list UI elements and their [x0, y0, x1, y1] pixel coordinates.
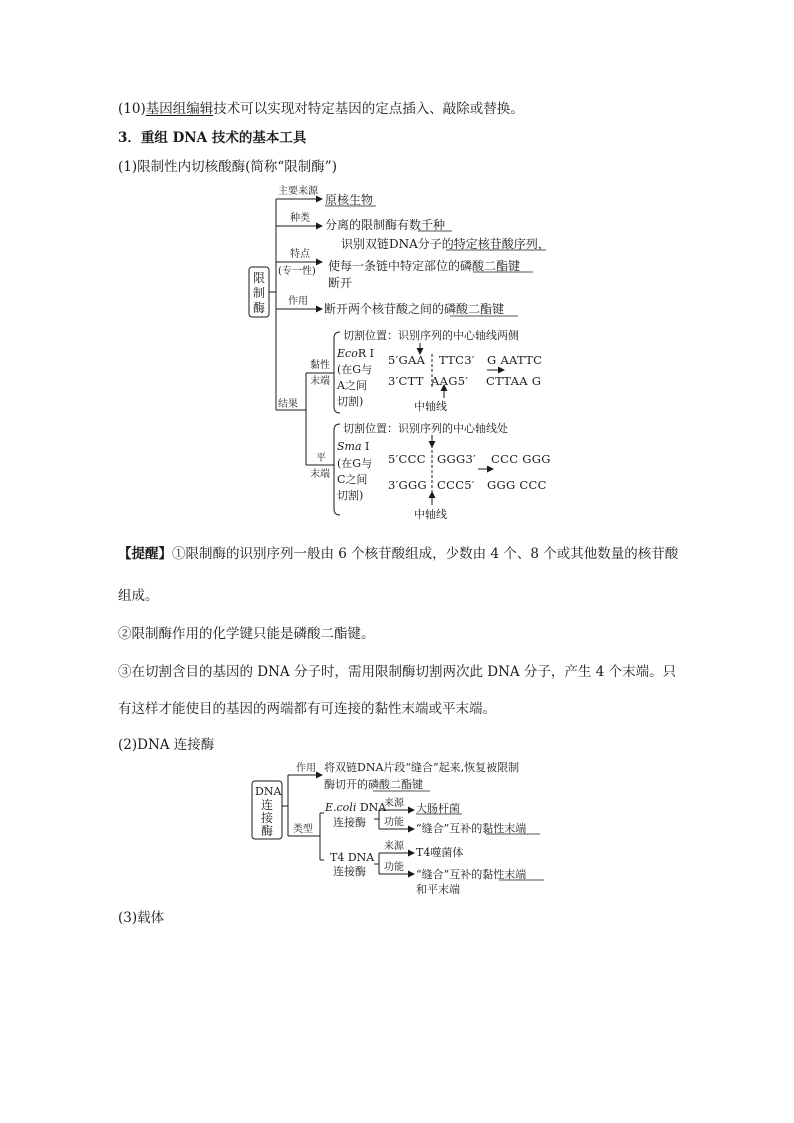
ligase-label-type: 类型: [293, 824, 313, 835]
feature-line-3: 断开: [328, 276, 353, 290]
ecoli-ligase-name: E.coli DNA: [325, 801, 387, 814]
ecoli-ligase-name-2: 连接酶: [333, 816, 366, 829]
ecoli-value-function: “缝合”互补的黏性末端: [416, 822, 527, 835]
label-blunt-2: 末端: [310, 469, 330, 480]
blunt-seq-bottom-left: 3′GGG: [388, 478, 427, 492]
ecoli-label-function: 功能: [384, 817, 404, 828]
sticky-product-bottom: CTTAA G: [486, 374, 542, 388]
blunt-product-bottom: GGG CCC: [487, 478, 547, 492]
reminder-line-3: ②限制酶作用的化学键只能是磷酸二酯键。: [118, 626, 375, 642]
axis-label-1: 中轴线: [414, 400, 447, 413]
sticky-note-2: A之间: [337, 379, 367, 392]
reminder-tag: 【提醒】: [118, 546, 172, 562]
section-heading-tools: 3．重组 DNA 技术的基本工具: [118, 130, 307, 146]
label-feature-sub: (专一性): [278, 266, 316, 277]
value-source: 原核生物: [325, 193, 374, 207]
blunt-note-2: C之间: [337, 473, 368, 486]
label-sticky-2: 末端: [310, 376, 330, 387]
blunt-note-3: 切割): [337, 489, 364, 502]
t4-value-function: “缝合”互补的黏性末端: [416, 868, 527, 881]
ligase-action-1: 将双链DNA片段“缝合”起来,恢复被限制: [324, 761, 520, 774]
label-action: 作用: [288, 296, 308, 307]
blunt-position: 切割位置：识别序列的中心轴线处: [343, 422, 508, 435]
subsection-dna-ligase: (2)DNA 连接酶: [118, 737, 215, 753]
sticky-seq-top-right: TTC3′: [439, 353, 475, 367]
blunt-product-top: CCC GGG: [491, 452, 551, 466]
label-sticky-1: 黏性: [310, 360, 330, 371]
label-blunt-1: 平: [316, 453, 326, 464]
value-kind: 分离的限制酶有数千种: [325, 218, 446, 232]
label-result: 结果: [278, 399, 298, 410]
value-action: 断开两个核苷酸之间的磷酸二酯键: [324, 302, 505, 316]
subsection-restriction-enzyme: (1)限制性内切核酸酶(简称“限制酶”): [118, 159, 337, 175]
label-source: 主要来源: [278, 186, 318, 197]
sticky-note-3: 切割): [337, 395, 364, 408]
root-char-2: 制: [253, 286, 266, 300]
blunt-note-1: (在G与: [337, 457, 373, 470]
subsection-vector: (3)载体: [118, 910, 165, 926]
blunt-seq-bottom-right: CCC5′: [437, 478, 475, 492]
ligase-root-3: 接: [261, 811, 274, 825]
label-feature: 特点: [290, 249, 310, 260]
t4-value-function-2: 和平末端: [416, 883, 460, 896]
reminder-line-4: ③在切割含目的基因的 DNA 分子时，需用限制酶切割两次此 DNA 分子，产生 4 个末端。只: [118, 664, 677, 680]
sticky-seq-top-left: 5′GAA: [388, 353, 426, 367]
ligase-label-action: 作用: [296, 763, 316, 774]
reminder-line-5: 有这样才能使目的基因的两端都有可连接的黏性末端或平末端。: [118, 701, 496, 717]
t4-ligase-name: T4 DNA: [330, 851, 375, 864]
ecoli-value-source: 大肠杆菌: [416, 802, 460, 815]
t4-label-function: 功能: [384, 862, 404, 873]
root-char-1: 限: [253, 271, 266, 285]
label-kind: 种类: [290, 213, 310, 224]
blunt-enzyme: Sma Ⅰ: [337, 440, 370, 453]
t4-ligase-name-2: 连接酶: [333, 865, 366, 878]
paragraph-gene-editing: (10)基因组编辑技术可以实现对特定基因的定点插入、敲除或替换。: [118, 101, 524, 117]
reminder-line-2: 组成。: [118, 588, 159, 604]
sticky-seq-bottom-left: 3′CTT: [388, 374, 424, 388]
sticky-position: 切割位置：识别序列的中心轴线两侧: [343, 329, 519, 342]
sticky-enzyme: EcoR Ⅰ: [337, 347, 374, 360]
ligase-action-2: 酶切开的磷酸二酯键: [324, 778, 423, 791]
ligase-root-4: 酶: [261, 824, 274, 838]
reminder-line-1: 【提醒】①限制酶的识别序列一般由 6 个核苷酸组成，少数由 4 个、8 个或其他数量的核苷酸: [118, 546, 679, 562]
blunt-seq-top-left: 5′CCC: [388, 452, 426, 466]
feature-line-2: 使每一条链中特定部位的磷酸二酯键: [328, 259, 521, 273]
blunt-seq-top-right: GGG3′: [437, 452, 476, 466]
root-char-3: 酶: [253, 301, 266, 315]
ligase-root-1: DNA: [255, 785, 282, 798]
sticky-note-1: (在G与: [337, 363, 373, 376]
term-genome-editing: 基因组编辑: [145, 101, 214, 117]
feature-line-1: 识别双链DNA分子的特定核苷酸序列，: [341, 237, 550, 251]
axis-label-2: 中轴线: [414, 508, 447, 521]
t4-label-source: 来源: [384, 841, 404, 852]
sticky-product-top: G AATTC: [487, 353, 543, 367]
ligase-root-2: 连: [261, 798, 274, 812]
t4-value-source: T4噬菌体: [416, 846, 464, 859]
sticky-seq-bottom-right: AAG5′: [431, 374, 469, 388]
ecoli-label-source: 来源: [384, 798, 404, 809]
